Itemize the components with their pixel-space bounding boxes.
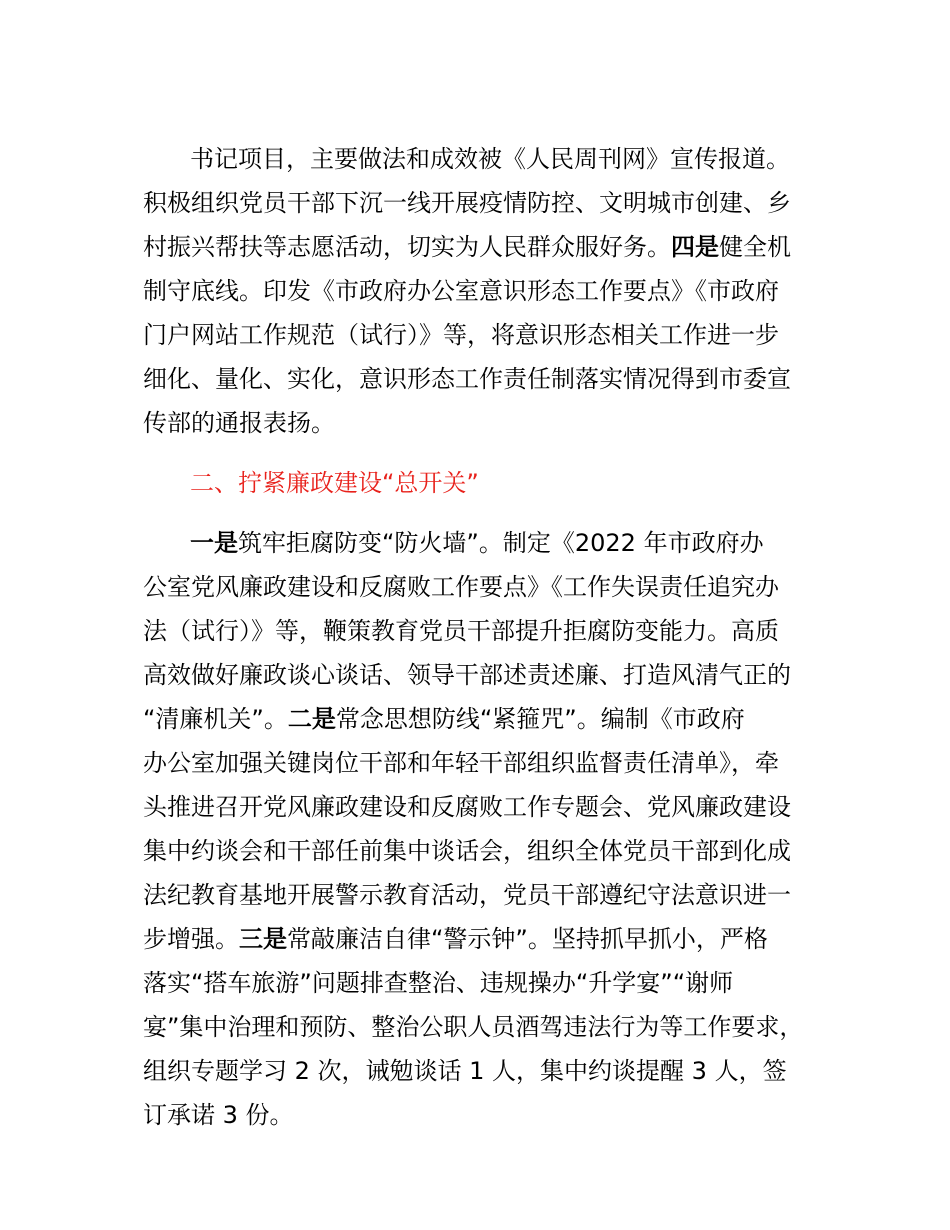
paragraph-line: 组织专题学习 2 次，诫勉谈话 1 人，集中约谈提醒 3 人，签	[143, 1057, 787, 1085]
paragraph-text: “清廉机关”。	[143, 705, 288, 733]
paragraph-line: 办公室加强关键岗位干部和年轻干部组织监督责任清单》，牵	[143, 749, 779, 777]
paragraph-line: 积极组织党员干部下沉一线开展疫情防控、文明城市创建、乡	[143, 189, 791, 217]
paragraph-text: 步增强。	[143, 925, 239, 953]
paragraph-text: 村振兴帮扶等志愿活动，切实为人民群众服好务。	[143, 233, 671, 261]
paragraph-line: 传部的通报表扬。	[143, 409, 335, 437]
paragraph-line: 宴”集中治理和预防、整治公职人员酒驾违法行为等工作要求，	[143, 1013, 804, 1041]
paragraph-text: 筑牢拒腐防变“防火墙”。制定《2022 年市政府办	[238, 529, 764, 557]
paragraph-line: 制守底线。印发《市政府办公室意识形态工作要点》《市政府	[143, 277, 779, 305]
paragraph-line: 法纪教育基地开展警示教育活动，党员干部遵纪守法意识进一	[143, 881, 791, 909]
paragraph-line: 订承诺 3 份。	[143, 1101, 294, 1129]
paragraph-line: 法（试行）》等，鞭策教育党员干部提升拒腐防变能力。高质	[143, 617, 779, 645]
paragraph-line: 细化、量化、实化，意识形态工作责任制落实情况得到市委宣	[143, 365, 791, 393]
paragraph-line: 落实“搭车旅游”问题排查整治、违规操办“升学宴”“谢师	[143, 969, 734, 997]
paragraph-text: 常敲廉洁自律“警示钟”。坚持抓早抓小，严格	[287, 925, 768, 953]
paragraph-line: 头推进召开党风廉政建设和反腐败工作专题会、党风廉政建设	[143, 793, 791, 821]
point-marker-four: 四是	[671, 233, 719, 261]
paragraph-line	[143, 704, 745, 734]
point-marker-one: 一是	[190, 529, 238, 557]
paragraph-line: 书记项目，主要做法和成效被《人民周刊网》宣传报道。	[190, 145, 790, 173]
point-marker-two: 二是	[287, 705, 336, 733]
paragraph-text: 健全机	[719, 233, 791, 261]
paragraph-line: 高效做好廉政谈心谈话、领导干部述责述廉、打造风清气正的	[143, 661, 791, 689]
paragraph-line: 公室党风廉政建设和反腐败工作要点》《工作失误责任追究办	[143, 573, 779, 601]
paragraph-line	[143, 924, 768, 954]
paragraph-line: 门户网站工作规范（试行）》等，将意识形态相关工作进一步	[143, 321, 779, 349]
paragraph-line	[190, 528, 764, 558]
paragraph-line	[143, 232, 791, 262]
paragraph-line: 集中约谈会和干部任前集中谈话会，组织全体党员干部到化成	[143, 837, 791, 865]
point-marker-three: 三是	[239, 925, 287, 953]
section-heading: 二、拧紧廉政建设“总开关”	[190, 469, 479, 497]
paragraph-text: 常念思想防线“紧箍咒”。编制《市政府	[335, 705, 745, 733]
